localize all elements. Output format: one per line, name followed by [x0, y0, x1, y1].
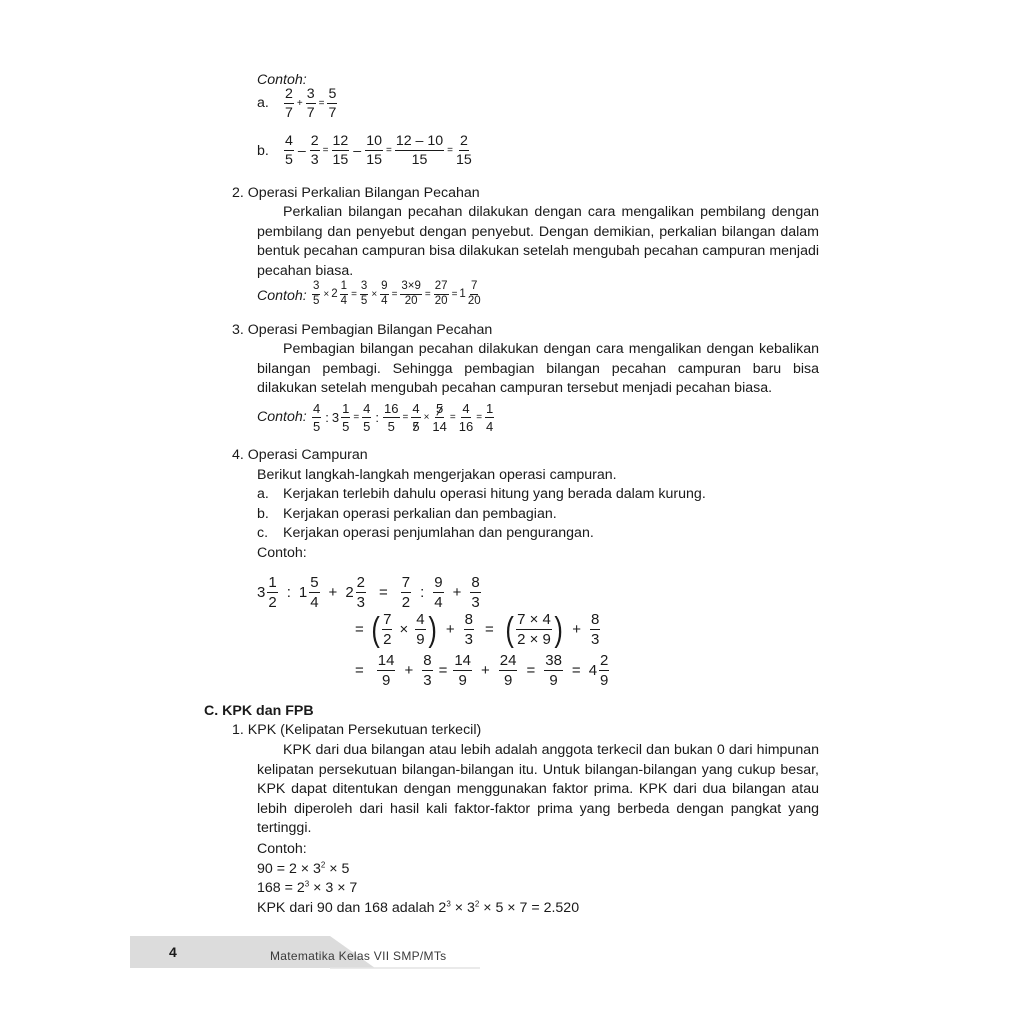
step-a-text: Kerjakan terlebih dahulu operasi hitung yang berada dalam kurung.	[283, 486, 706, 502]
section-2-example: $\frac{3}{5}$ × 2 $\frac{1}{4}$ = $\frac{3}{5}$ × $\frac{9}{4}$ = $\frac{3\times 9}{20}$ = $\frac{27}{20}$ = 1 $\frac{7}{20}$	[313, 280, 481, 307]
step-a-marker: a.	[257, 486, 269, 502]
fraction: $\frac{5}{4}$	[310, 574, 319, 611]
fraction: $\frac{4}{9}$	[416, 611, 425, 648]
fraction: $\frac{2}{9}$	[600, 652, 609, 689]
fraction: $\frac{8}{3}$	[423, 652, 432, 689]
fraction: $\frac{7 \times 4}{2 \times 9}$	[517, 611, 551, 648]
section-3-example: $\frac{4}{5}$ : 3 $\frac{1}{5}$ = $\frac{4}{5}$ : $\frac{16}{5}$ = $\frac{4}{5}$ × $\frac{5}{14}$ = $\frac{4}{16}$ = $\frac{1}{4}$	[313, 401, 494, 434]
section-c-title: C. KPK dan FPB	[204, 703, 314, 719]
fraction: $\frac{3}{7}$	[306, 86, 315, 122]
fraction: $\frac{38}{9}$	[545, 652, 562, 689]
fraction: $\frac{4}{16}$	[458, 401, 474, 434]
mixed-equation-line-3: = $\frac{14}{9}$ + $\frac{8}{3}$ = $\frac{14}{9}$ + $\frac{24}{9}$ = $\frac{38}{9}$ = 4 $\frac{2}{9}$	[355, 652, 609, 689]
section-3-contoh-label: Contoh:	[257, 409, 307, 425]
section-2-paragraph: Perkalian bilangan pecahan dilakukan dengan cara mengalikan pembilang dengan pembilang dan penyebut dengan penyebut. Dengan demikian, perkalian bilangan dalam bentuk pecahan campuran bisa dilakukan setelah mengubah pecahan campuran menjadi pecahan biasa.	[257, 204, 819, 279]
example-a-marker: a.	[257, 95, 269, 111]
step-b-text: Kerjakan operasi perkalian dan pembagian.	[283, 506, 557, 522]
section-2-contoh-label: Contoh:	[257, 288, 307, 304]
step-c-marker: c.	[257, 525, 269, 541]
step-c-text: Kerjakan operasi penjumlahan dan pengurangan.	[283, 525, 594, 541]
fraction: $\frac{2}{3}$	[356, 574, 365, 611]
section-4-intro: Berikut langkah-langkah mengerjakan operasi campuran.	[257, 467, 617, 483]
kpk-subtitle: 1. KPK (Kelipatan Persekutuan terkecil)	[232, 722, 482, 738]
fraction: $\frac{1}{5}$	[342, 401, 350, 434]
fraction: $\frac{4}{5}$	[313, 401, 321, 434]
fraction: $\frac{3}{5}$	[313, 280, 320, 307]
kpk-paragraph: KPK dari dua bilangan atau lebih adalah anggota terkecil dan bukan 0 dari himpunan kelipatan persekutuan bilangan-bilangan itu. Untuk bilangan-bilangan yang cukup besar, KPK dapat ditentukan dengan menggunakan faktor prima. KPK dari dua bilangan atau lebih diperoleh dari hasil kali faktor-faktor prima yang berbeda dengan pangkat yang tertinggi.	[257, 742, 819, 836]
fraction: $\frac{12}{15}$	[332, 133, 349, 169]
fraction: $\frac{7}{2}$	[401, 574, 411, 611]
example-b-marker: b.	[257, 143, 269, 159]
book-title: Matematika Kelas VII SMP/MTs	[270, 949, 447, 963]
mixed-equation-line-1: 3 $\frac{1}{2}$ : 1 $\frac{5}{4}$ + 2 $\frac{2}{3}$ = $\frac{7}{2}$ : $\frac{9}{4}$ + $\frac{8}{3}$	[257, 574, 480, 611]
fraction: $\frac{8}{3}$	[471, 574, 480, 611]
fraction: $\frac{7}{2}$	[383, 611, 392, 648]
fraction: $\frac{8}{3}$	[464, 611, 473, 648]
fraction: $\frac{3}{5}$	[360, 280, 368, 307]
paren-close: )	[427, 610, 437, 649]
fraction: $\frac{3\times 9}{20}$	[401, 280, 421, 307]
fraction: $\frac{5}{7}$	[328, 86, 337, 122]
fraction: $\frac{4}{5}$	[412, 401, 420, 434]
fraction: $\frac{1}{4}$	[486, 401, 494, 434]
fraction: $\frac{2}{3}$	[310, 133, 319, 169]
fraction: $\frac{24}{9}$	[499, 652, 517, 689]
fraction: $\frac{14}{9}$	[377, 652, 395, 689]
fraction: $\frac{1}{4}$	[340, 280, 348, 307]
fraction: $\frac{12 - 10}{15}$	[395, 133, 444, 169]
kpk-result: KPK dari 90 dan 168 adalah $2^3 \times 3^2 \times 5 \times 7 = 2.520$	[257, 899, 580, 916]
paren-close: )	[554, 610, 563, 649]
paren-open: (	[371, 610, 380, 649]
section-4-contoh-label: Contoh:	[257, 545, 307, 561]
fraction: $\frac{9}{4}$	[434, 574, 443, 611]
section-3-title: 3. Operasi Pembagian Bilangan Pecahan	[232, 322, 493, 338]
fraction: $\frac{5}{14}$	[432, 401, 447, 434]
fraction: $\frac{7}{20}$	[467, 280, 481, 307]
paren-open: (	[505, 610, 514, 649]
section-2-title: 2. Operasi Perkalian Bilangan Pecahan	[232, 185, 480, 201]
kpk-row-168: $168 = 2^3 \times 3 \times 7$	[257, 879, 358, 896]
fraction: $\frac{16}{5}$	[384, 401, 399, 434]
kpk-contoh-label: Contoh:	[257, 841, 307, 857]
example-b-equation: $\frac{4}{5}$ – $\frac{2}{3}$ = $\frac{12}{15}$ – $\frac{10}{15}$ = $\frac{12 - 10}{15}$ = $\frac{2}{15}$	[285, 133, 472, 169]
fraction: $\frac{8}{3}$	[590, 611, 600, 648]
section-4-title: 4. Operasi Campuran	[232, 447, 368, 463]
section-3-paragraph: Pembagian bilangan pecahan dilakukan dengan cara mengalikan dengan kebalikan bilangan pembagi. Sehingga pembagian bilangan pecahan campuran baru bisa dilakukan setelah mengubah pecahan campuran tersebut menjadi pecahan biasa.	[257, 341, 819, 396]
fraction: $\frac{14}{9}$	[454, 652, 472, 689]
kpk-row-90: $90 = 2 \times 3^2 \times 5$	[257, 860, 350, 877]
fraction: $\frac{4}{5}$	[285, 133, 293, 169]
step-b-marker: b.	[257, 506, 269, 522]
fraction: $\frac{10}{15}$	[366, 133, 382, 169]
fraction: $\frac{27}{20}$	[434, 280, 448, 307]
fraction: $\frac{4}{5}$	[363, 401, 371, 434]
fraction: $\frac{2}{15}$	[456, 133, 472, 169]
page-number: 4	[169, 944, 177, 960]
mixed-equation-line-2: = ( $\frac{7}{2}$ × $\frac{4}{9}$ ) + $\frac{8}{3}$ = ( $\frac{7 \times 4}{2 \times 9}$ ) + $\frac{8}{3}$	[355, 610, 600, 649]
example-a-equation: $\frac{2}{7}$ + $\frac{3}{7}$ = $\frac{5}{7}$	[285, 86, 337, 122]
contoh-label: Contoh:	[257, 72, 307, 88]
fraction: $\frac{1}{2}$	[268, 574, 277, 611]
fraction: $\frac{9}{4}$	[381, 280, 388, 307]
fraction: $\frac{2}{7}$	[285, 86, 293, 122]
